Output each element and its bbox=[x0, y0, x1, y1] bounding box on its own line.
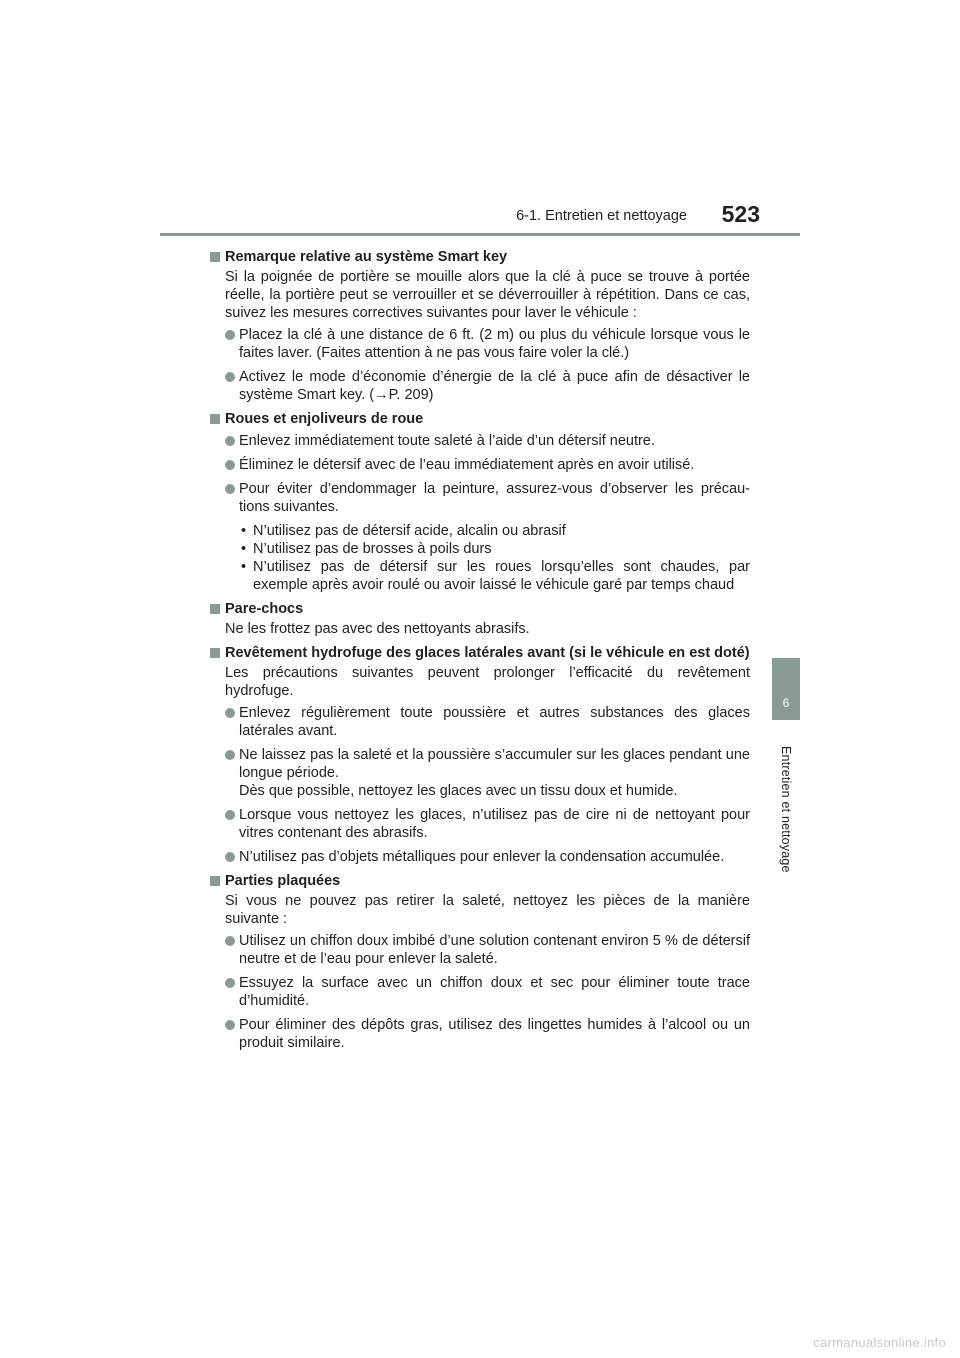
page-content bbox=[210, 242, 750, 1058]
watermark: carmanualsonline.info bbox=[813, 1335, 946, 1350]
list-item: Éliminez le détersif avec de l’eau immédiatement après en avoir utilisé. bbox=[210, 456, 750, 474]
sub-list-item: • N’utilisez pas de détersif sur les roues lorsqu’elles sont chaudes, par exemple après avoir roulé ou avoir laissé le véhicule garé par temps chaud bbox=[210, 558, 750, 594]
header-rule bbox=[160, 233, 800, 236]
sub-list bbox=[210, 522, 750, 594]
list-item: Essuyez la surface avec un chiffon doux et sec pour éliminer toute trace d’humidité. bbox=[210, 974, 750, 1010]
page-number: 523 bbox=[721, 201, 760, 227]
chapter-number: 6 bbox=[782, 696, 790, 710]
section-wheels bbox=[210, 410, 750, 594]
section-title: 6-1. Entretien et nettoyage bbox=[516, 208, 687, 224]
list-item: Activez le mode d’économie d’énergie de la clé à puce afin de désactiver le système Smart key. (→P. 209) bbox=[210, 368, 750, 404]
chapter-number-box bbox=[772, 658, 800, 720]
chapter-label: Entretien et nettoyage bbox=[779, 745, 793, 873]
section-plated-parts bbox=[210, 872, 750, 1052]
section-heading: Pare-chocs bbox=[210, 600, 750, 618]
chapter-tab bbox=[772, 658, 800, 898]
list-item: Enlevez régulièrement toute poussière et autres substances des glaces latérales avant. bbox=[210, 704, 750, 740]
list-item: Pour éliminer des dépôts gras, utilisez des lingettes humides à l’alcool ou un produit similaire. bbox=[210, 1016, 750, 1052]
list-item: Placez la clé à une distance de 6 ft. (2 m) ou plus du véhicule lorsque vous le faites laver. (Faites attention à ne pas vous faire voler la clé.) bbox=[210, 326, 750, 362]
section-heading: Parties plaquées bbox=[210, 872, 750, 890]
page-header bbox=[0, 0, 960, 240]
section-intro: Ne les frottez pas avec des nettoyants abrasifs. bbox=[225, 621, 530, 637]
list-item-extra: Dès que possible, nettoyez les glaces avec un tissu doux et humide. bbox=[239, 783, 678, 799]
section-heading: Remarque relative au système Smart key bbox=[210, 248, 750, 266]
sub-list-item: • N’utilisez pas de détersif acide, alcalin ou abrasif bbox=[210, 522, 750, 540]
list-item: Enlevez immédiatement toute saleté à l’aide d’un détersif neutre. bbox=[210, 432, 750, 450]
section-intro: Les précautions suivantes peuvent prolonger l’efficacité du revêtement hydrofuge. bbox=[225, 665, 750, 699]
section-intro: Si la poignée de portière se mouille alors que la clé à puce se trouve à portée réelle, la portière peut se verrouiller et se déverrouiller à répétition. Dans ce cas, suivez les mesures correctives suivantes pour laver le véhicule : bbox=[225, 269, 750, 321]
list-item bbox=[210, 746, 750, 800]
section-bumpers bbox=[210, 600, 750, 638]
sub-list-item: • N’utilisez pas de brosses à poils durs bbox=[210, 540, 750, 558]
section-smart-key bbox=[210, 248, 750, 404]
section-heading: Revêtement hydrofuge des glaces latérales avant (si le véhicule en est doté) bbox=[210, 644, 750, 662]
section-intro: Si vous ne pouvez pas retirer la saleté, nettoyez les pièces de la manière suivante : bbox=[225, 893, 750, 927]
list-item: N’utilisez pas d’objets métalliques pour enlever la condensation accumulée. bbox=[210, 848, 750, 866]
list-item: Pour éviter d’endommager la peinture, assurez-vous d’observer les précau- tions suivantes. bbox=[210, 480, 750, 516]
section-heading: Roues et enjoliveurs de roue bbox=[210, 410, 750, 428]
section-water-repellent bbox=[210, 644, 750, 866]
list-item-text: Ne laissez pas la saleté et la poussière s’accumuler sur les glaces pendant une longue période. bbox=[239, 747, 750, 781]
list-item: Utilisez un chiffon doux imbibé d’une solution contenant environ 5 % de détersif neutre et de l’eau pour enlever la saleté. bbox=[210, 932, 750, 968]
list-item: Lorsque vous nettoyez les glaces, n’utilisez pas de cire ni de nettoyant pour vitres contenant des abrasifs. bbox=[210, 806, 750, 842]
